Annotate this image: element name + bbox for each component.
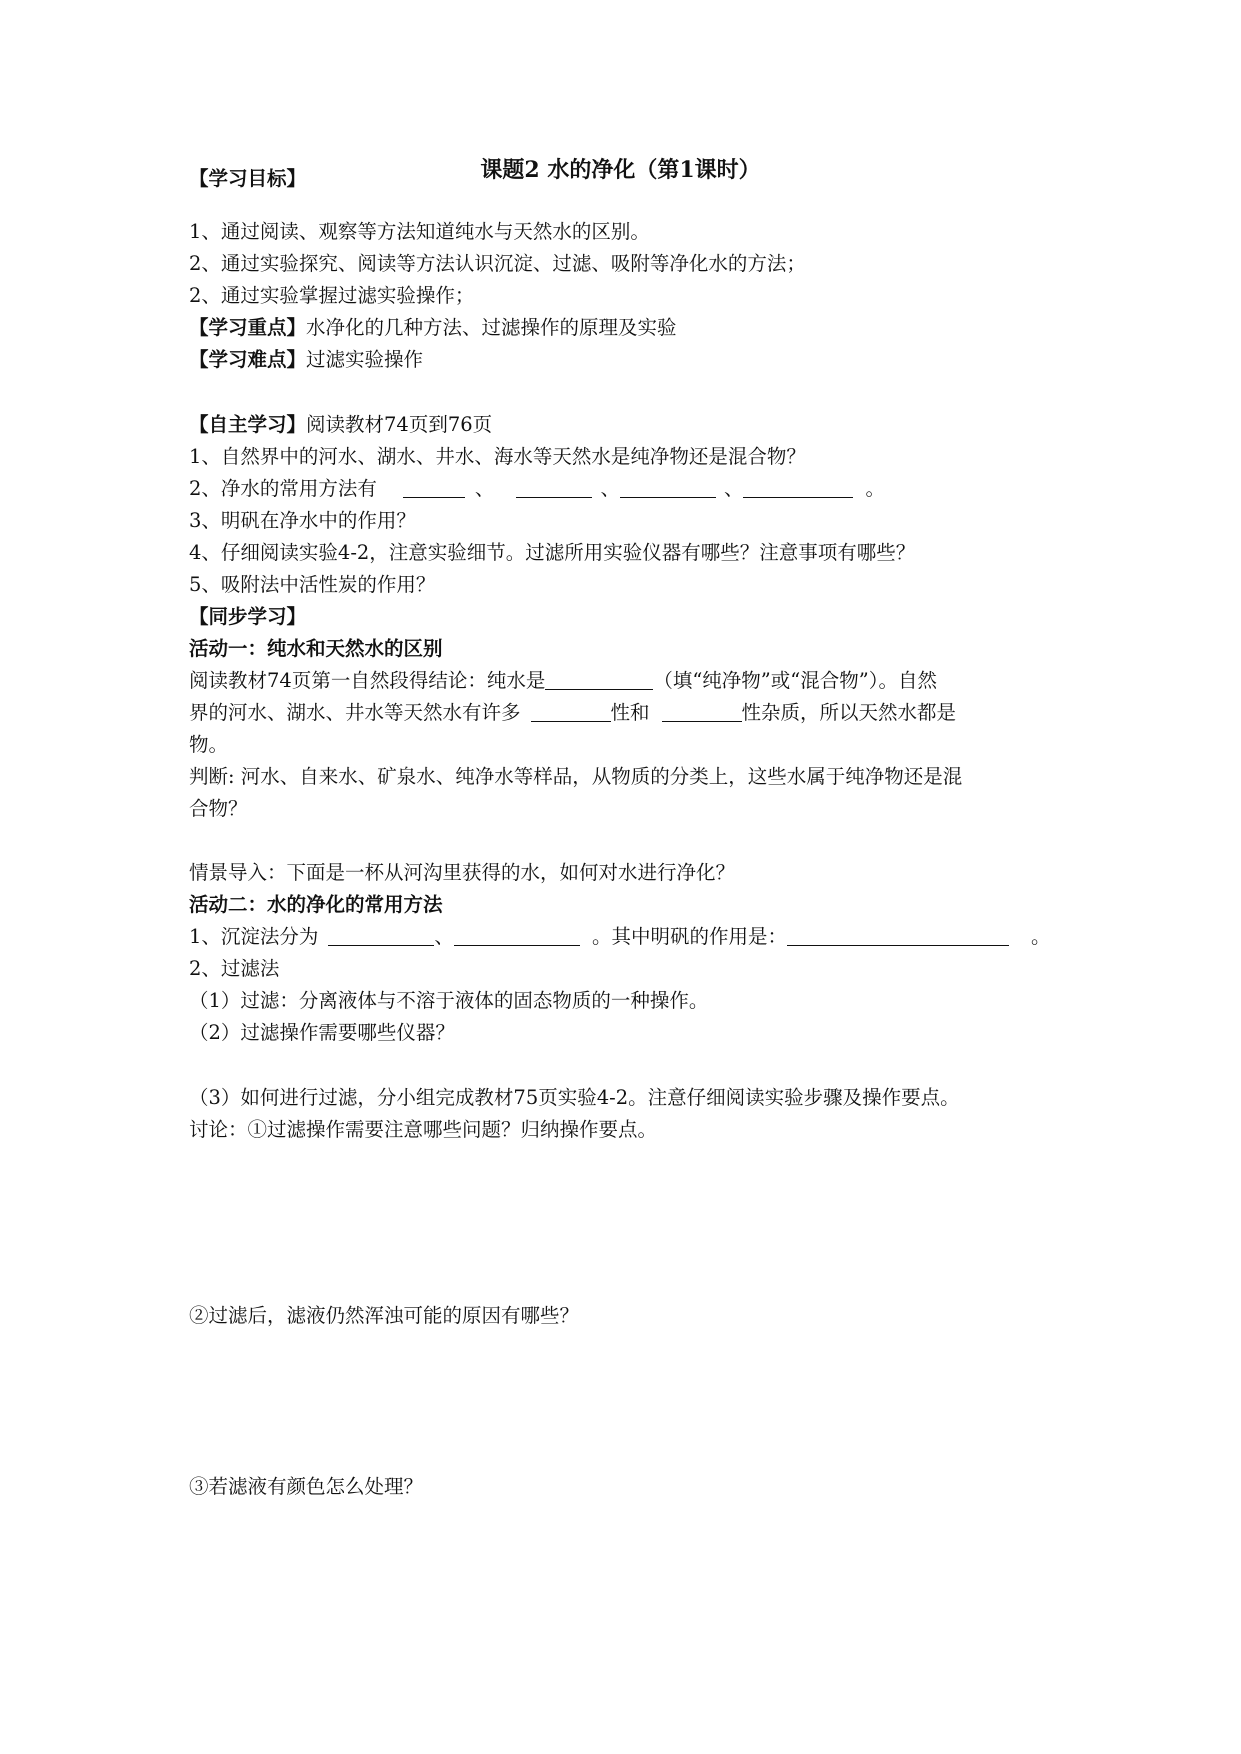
difficulties-label: 【学习难点】 xyxy=(189,348,307,371)
sync-study-heading: 【同步学习】 xyxy=(189,605,307,628)
discussion-1: 讨论：①过滤操作需要注意哪些问题？归纳操作要点。 xyxy=(189,1118,658,1141)
filtration-item-1: （1）过滤：分离液体与不溶于液体的固态物质的一种操作。 xyxy=(189,989,709,1012)
blank-method-4[interactable] xyxy=(743,477,853,498)
key-points-label: 【学习重点】 xyxy=(189,316,307,339)
activity1-line2-end: 性杂质，所以天然水都是 xyxy=(741,701,957,724)
filtration-item-3: （3）如何进行过滤，分小组完成教材75页实验4-2。注意仔细阅读实验步骤及操作要点。 xyxy=(189,1086,960,1109)
difficulties-text: 过滤实验操作 xyxy=(306,348,424,371)
blank-impurity-2[interactable] xyxy=(662,701,742,722)
key-points-line xyxy=(189,316,677,340)
blank-impurity-1[interactable] xyxy=(531,701,611,722)
blank-method-3[interactable] xyxy=(620,477,716,498)
objectives-heading: 【学习目标】 xyxy=(189,167,307,190)
activity1-line1-text: 阅读教材74页第一自然段得结论：纯水是 xyxy=(189,669,546,692)
q2-end: 。 xyxy=(865,477,885,500)
self-study-q4: 4、仔细阅读实验4-2，注意实验细节。过滤所用实验仪器有哪些？注意事项有哪些？ xyxy=(189,541,916,564)
filtration-item-2: （2）过滤操作需要哪些仪器？ xyxy=(189,1021,455,1044)
activity1-line3: 物。 xyxy=(189,733,229,756)
sedimentation-sep: 、 xyxy=(434,925,454,948)
q2-prefix: 2、净水的常用方法有 xyxy=(189,477,377,500)
activity1-line2-mid: 性和 xyxy=(610,701,650,724)
self-study-q1: 1、自然界中的河水、湖水、井水、海水等天然水是纯净物还是混合物？ xyxy=(189,445,806,468)
activity2-q1 xyxy=(189,925,1050,949)
activity1-line1 xyxy=(189,669,937,693)
alum-role-end: 。 xyxy=(1030,925,1051,948)
blank-alum-role[interactable] xyxy=(787,925,1009,946)
difficulties-line xyxy=(189,348,423,372)
activity1-title: 活动一：纯水和天然水的区别 xyxy=(189,637,443,660)
activity1-line2-text: 界的河水、湖水、井水等天然水有许多 xyxy=(189,701,521,724)
activity2-q2: 2、过滤法 xyxy=(189,957,280,980)
self-study-q2 xyxy=(189,477,885,501)
self-study-text: 阅读教材74页到76页 xyxy=(306,413,493,436)
activity2-title: 活动二：水的净化的常用方法 xyxy=(189,893,443,916)
self-study-label: 【自主学习】 xyxy=(189,413,307,436)
q2-sep-1: 、 xyxy=(474,477,495,500)
blank-pure-water[interactable] xyxy=(545,669,653,690)
key-points-text: 水净化的几种方法、过滤操作的原理及实验 xyxy=(306,316,677,339)
discussion-3: ③若滤液有颜色怎么处理？ xyxy=(189,1475,424,1498)
objective-item-1: 1、通过阅读、观察等方法知道纯水与天然水的区别。 xyxy=(189,220,650,243)
blank-sedimentation-2[interactable] xyxy=(454,925,580,946)
judge-line-1: 判断: 河水、自来水、矿泉水、纯净水等样品，从物质的分类上，这些水属于纯净物还是混 xyxy=(189,765,963,788)
discussion-2: ②过滤后，滤液仍然浑浊可能的原因有哪些？ xyxy=(189,1304,580,1327)
self-study-q5: 5、吸附法中活性炭的作用？ xyxy=(189,573,436,596)
q2-sep-3: 、 xyxy=(723,477,744,500)
blank-sedimentation-1[interactable] xyxy=(328,925,434,946)
blank-method-2[interactable] xyxy=(516,477,592,498)
judge-line-2: 合物？ xyxy=(189,797,248,820)
page-title: 课题2 水的净化（第1课时） xyxy=(480,157,761,183)
blank-method-1[interactable] xyxy=(403,477,465,498)
objective-item-3: 2、通过实验掌握过滤实验操作； xyxy=(189,284,475,307)
self-study-line xyxy=(189,413,492,437)
activity1-line1-hint: （填“纯净物”或“混合物”）。自然 xyxy=(653,669,937,692)
alum-role-text: 。其中明矾的作用是： xyxy=(591,925,787,948)
objective-item-2: 2、通过实验探究、阅读等方法认识沉淀、过滤、吸附等净化水的方法； xyxy=(189,252,806,275)
sedimentation-text: 1、沉淀法分为 xyxy=(189,925,319,948)
activity1-line2 xyxy=(189,701,956,725)
self-study-q3: 3、明矾在净水中的作用？ xyxy=(189,509,416,532)
q2-sep-2: 、 xyxy=(600,477,620,500)
scenario-intro: 情景导入：下面是一杯从河沟里获得的水，如何对水进行净化？ xyxy=(189,861,736,884)
